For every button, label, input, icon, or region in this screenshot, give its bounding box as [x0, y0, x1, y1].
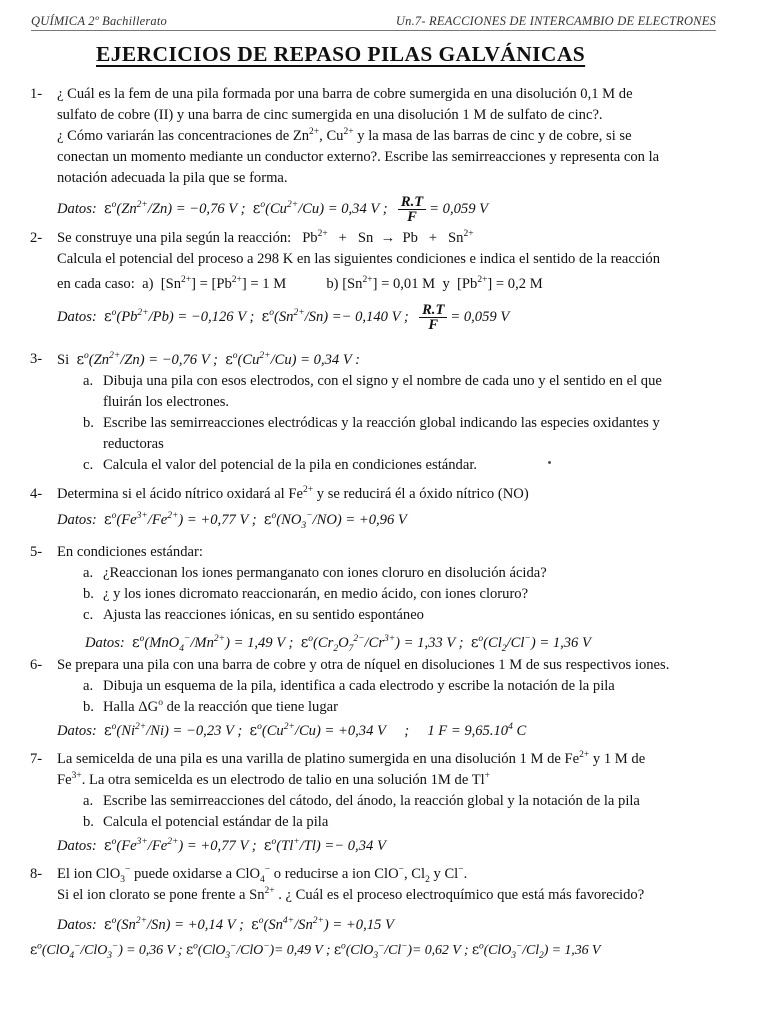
- header-divider: [31, 30, 716, 31]
- exercise-text: ¿ Cuál es la fem de una pila formada por una barra de cobre sumergida en una disolución 0,1 M de: [57, 86, 633, 102]
- sub-question-a: a. ¿Reaccionan los iones permanganato con iones cloruro en disolución ácida?: [83, 565, 547, 581]
- data-line: Datos: $\varepsilon^o(Fe^{3+}/Fe^{2+}) = +0,77$ V ; $\varepsilon^o(NO_3^-/NO) = +0,96$ V: [57, 511, 407, 531]
- sub-question-b: b. Halla $\Delta G^o$ de la reacción que tiene lugar: [83, 698, 338, 715]
- data-line: Datos: $\varepsilon^o(Sn^{2+}/Sn) = +0,14$ V ; $\varepsilon^o(Sn^{4+}/Sn^{2+}) = +0,15$ V: [57, 916, 394, 933]
- exercise-text: Si el ion clorato se pone frente a $Sn^{2+}$ . ¿ Cuál es el proceso electroquímico que está más favorecido?: [57, 886, 645, 903]
- exercise-text: La semicelda de una pila es una varilla de platino sumergida en una disolución 1 M de $Fe^{2+}$ y 1 M de: [57, 750, 646, 767]
- sub-question-c: c. Calcula el valor del potencial de la pila en condiciones estándar.: [83, 457, 478, 473]
- exercise-4: [30, 484, 730, 531]
- exercise-text: Se construye una pila según la reacción: $Pb^{2+}$ + Sn → Pb + $Sn^{2+}$: [57, 229, 474, 246]
- exercise-text: en cada caso: a) $[Sn^{2+}] = [Pb^{2+}] = 1$ M b) $[Sn^{2+}] = 0,01$ M y $[Pb^{2+}] = 0,2$ M: [57, 275, 543, 292]
- exercise-number: 1-: [30, 86, 43, 102]
- exercise-text: ¿ Cómo variarán las concentraciones de $Zn^{2+}$, $Cu^{2+}$ y la masa de las barras de cinc y de cobre, si se: [57, 127, 632, 144]
- rt-over-f-fraction: $\frac{R.T}{F}$: [419, 303, 447, 332]
- sub-question-b: b. ¿ y los iones dicromato reaccionarán, en medio ácido, con iones cloruro?: [83, 586, 529, 602]
- sub-question-a: a. Dibuja un esquema de la pila, identifica a cada electrodo y escribe la notación de la pila: [83, 678, 615, 694]
- exercise-number: 7-: [30, 751, 43, 767]
- exercise-text: Determina si el ácido nítrico oxidará al $Fe^{2+}$ y se reducirá él a óxido nítrico (NO): [57, 485, 529, 502]
- data-line: Datos: $\varepsilon^o(Zn^{2+}/Zn) = -0,76$ V ; $\varepsilon^o(Cu^{2+}/Cu) = 0,34$ V ; $\frac{R.T}{F}$ = 0,059 V: [57, 194, 489, 225]
- sub-question-a: a. Dibuja una pila con esos electrodos, con el signo y el nombre de cada uno y el sentido en el que fluirán los electrones.: [83, 373, 662, 410]
- exercise-text: Se prepara una pila con una barra de cobre y otra de níquel en disoluciones 1 M de sus respectivos iones.: [57, 657, 670, 673]
- exercise-8: [30, 864, 730, 961]
- exercise-number: 5-: [30, 544, 43, 560]
- sub-question-b: b. Escribe las semirreacciones electródicas y la reacción global indicando las especies oxidantes y reductoras: [83, 415, 660, 452]
- data-line: $\varepsilon^o(ClO_4^-/ClO_3^-) = 0,36$ V ; $\varepsilon^o(ClO_3^-/ClO^-)= 0,49$ V ; $\varepsilon^o(ClO_3^-/Cl^-)= 0,62$ V ; $\varepsilon^o(ClO_3^-/Cl_2) = 1,36$ V: [30, 941, 601, 961]
- stray-mark: [548, 461, 551, 464]
- exercise-text: sulfato de cobre (II) y una barra de cinc sumergida en una disolución 1 M de sulfato de cinc?.: [57, 107, 603, 123]
- data-line: Datos: $\varepsilon^o(MnO_4^-/Mn^{2+}) = 1,49$ V ; $\varepsilon^o(Cr_2O_7^{2-}/Cr^{3+}) = 1,33$ V ; $\varepsilon^o(Cl_2/Cl^-) = 1,36$ V: [85, 634, 591, 654]
- exercise-6: [30, 655, 730, 742]
- exercise-number: 2-: [30, 230, 43, 246]
- page-title: EJERCICIOS DE REPASO PILAS GALVÁNICAS: [96, 42, 586, 66]
- sub-question-b: b. Calcula el potencial estándar de la pila: [83, 814, 329, 830]
- exercise-text: notación adecuada la pila que se forma.: [57, 170, 288, 186]
- exercise-text: El ion ClO$_3$− puede oxidarse a ClO$_4$− o reducirse a ion ClO−, $Cl_2$ y Cl−.: [57, 865, 468, 885]
- exercise-7: [30, 749, 730, 857]
- rt-over-f-fraction: $\frac{R.T}{F}$: [398, 195, 426, 224]
- data-line: Datos: $\varepsilon^o(Pb^{2+}/Pb) = -0,126$ V ; $\varepsilon^o(Sn^{2+}/Sn) =- 0,140$ V ; $\frac{R.T}{F}$ = 0,059 V: [57, 302, 510, 333]
- header-course: QUÍMICA 2º Bachillerato: [31, 14, 168, 28]
- sub-question-a: a. Escribe las semirreacciones del cátodo, del ánodo, la reacción global y la notación de la pila: [83, 793, 640, 809]
- data-line: Datos: $\varepsilon^o(Ni^{2+}/Ni) = -0,23$ V ; $\varepsilon^o(Cu^{2+}/Cu) = +0,34$ V ; 1 $F = 9,65.10^4$ C: [57, 722, 527, 739]
- exercise-text: conectan un momento mediante un conductor externo?. Escribe las semirreacciones y representa con la: [57, 149, 660, 165]
- header-unit: Un.7- REACCIONES DE INTERCAMBIO DE ELECTRONES: [395, 14, 716, 28]
- exercise-5: [30, 542, 730, 654]
- exercise-number: 4-: [30, 486, 43, 502]
- exercise-1: [30, 84, 730, 224]
- exercise-text: En condiciones estándar:: [57, 544, 203, 560]
- sub-question-c: c. Ajusta las reacciones iónicas, en su sentido espontáneo: [83, 607, 424, 623]
- exercise-number: 8-: [30, 866, 43, 882]
- data-line: Datos: $\varepsilon^o(Fe^{3+}/Fe^{2+}) = +0,77$ V ; $\varepsilon^o(Tl^+/Tl) =- 0,34$ V: [57, 837, 386, 854]
- exercise-3: [30, 349, 730, 476]
- exercise-number: 6-: [30, 657, 43, 673]
- exercise-2: [30, 228, 730, 332]
- exercise-text: Calcula el potencial del proceso a 298 K en las siguientes condiciones e indica el sentido de la reacción: [57, 251, 660, 267]
- exercise-number: 3-: [30, 351, 43, 367]
- exercise-text: $Fe^{3+}$. La otra semicelda es un electrodo de talio en una solución 1M de Tl+: [57, 771, 491, 788]
- exercise-text: Si $\varepsilon^o(Zn^{2+}/Zn) = -0,76$ V ; $\varepsilon^o(Cu^{2+}/Cu) = 0,34$ V :: [57, 351, 361, 368]
